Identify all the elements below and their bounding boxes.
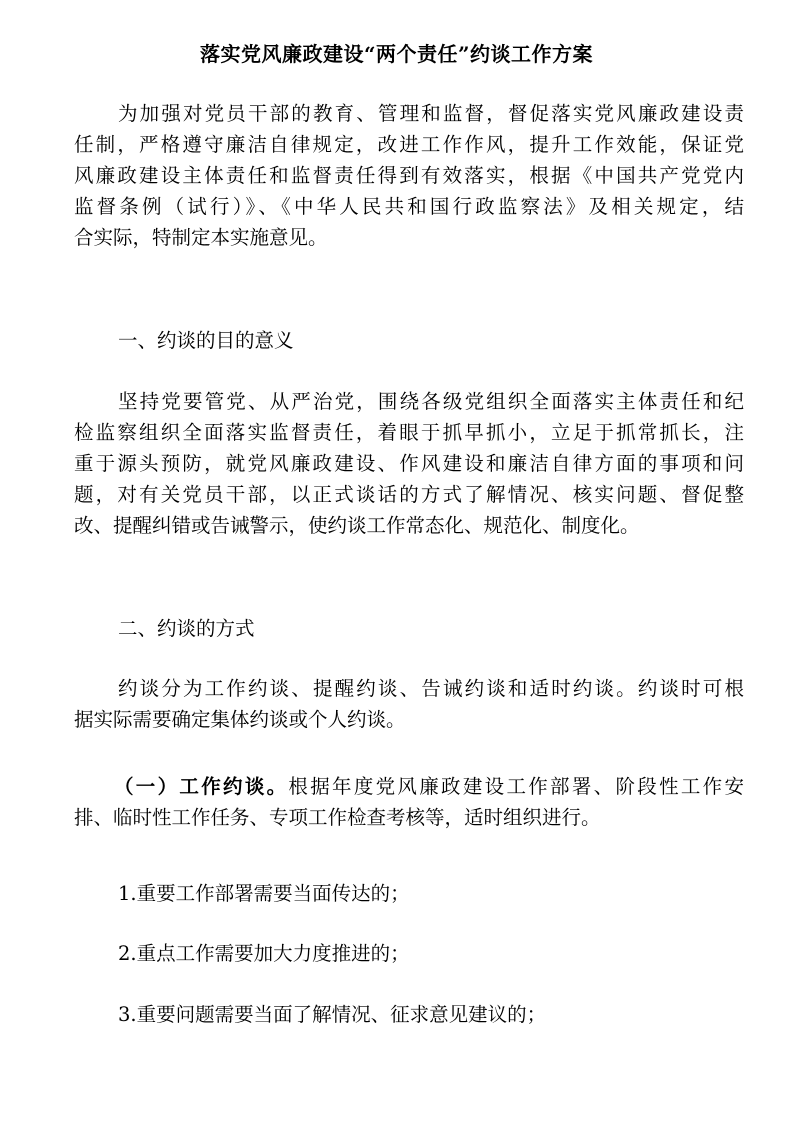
paragraph-line: 风廉政建设主体责任和监督责任得到有效落实，根据《中国共产党党内 xyxy=(74,164,744,187)
methods-paragraph xyxy=(74,673,744,735)
section-heading-methods: 二、约谈的方式 xyxy=(118,617,255,640)
subsection-lead: （一）工作约谈。 xyxy=(114,775,289,798)
paragraph-line: 监督条例（试行）》、《中华人民共和国行政监察法》及相关规定，结 xyxy=(74,195,744,218)
list-item: 1.重要工作部署需要当面传达的； xyxy=(118,882,410,905)
paragraph-line: 合实际，特制定本实施意见。 xyxy=(74,226,328,249)
work-interview-paragraph xyxy=(74,771,744,833)
paragraph-line: 检监察组织全面落实监督责任，着眼于抓早抓小，立足于抓常抓长，注 xyxy=(74,421,744,444)
intro-paragraph xyxy=(74,98,744,253)
paragraph-line: 排、临时性工作任务、专项工作检查考核等，适时组织进行。 xyxy=(74,806,601,829)
document-title: 落实党风廉政建设“两个责任”约谈工作方案 xyxy=(199,42,593,66)
paragraph-line xyxy=(74,771,744,802)
subsection-text: 根据年度党风廉政建设工作部署、阶段性工作安 xyxy=(288,775,744,798)
paragraph-line: 据实际需要确定集体约谈或个人约谈。 xyxy=(74,708,406,731)
paragraph-line: 改、提醒纠错或告诫警示，使约谈工作常态化、规范化、制度化。 xyxy=(74,514,640,537)
purpose-paragraph xyxy=(74,386,744,541)
paragraph-line: 重于源头预防，就党风廉政建设、作风建设和廉洁自律方面的事项和问 xyxy=(74,452,744,475)
section-heading-purpose: 一、约谈的目的意义 xyxy=(118,329,294,352)
paragraph-line: 约谈分为工作约谈、提醒约谈、告诫约谈和适时约谈。约谈时可根 xyxy=(118,677,744,700)
list-item: 2.重点工作需要加大力度推进的； xyxy=(118,942,410,965)
list-item: 3.重要问题需要当面了解情况、征求意见建议的； xyxy=(118,1003,547,1026)
paragraph-line: 为加强对党员干部的教育、管理和监督，督促落实党风廉政建设责 xyxy=(118,102,744,125)
paragraph-line: 坚持党要管党、从严治党，围绕各级党组织全面落实主体责任和纪 xyxy=(118,390,744,413)
paragraph-line: 任制，严格遵守廉洁自律规定，改进工作作风，提升工作效能，保证党 xyxy=(74,133,744,156)
paragraph-line: 题，对有关党员干部，以正式谈话的方式了解情况、核实问题、督促整 xyxy=(74,483,744,506)
